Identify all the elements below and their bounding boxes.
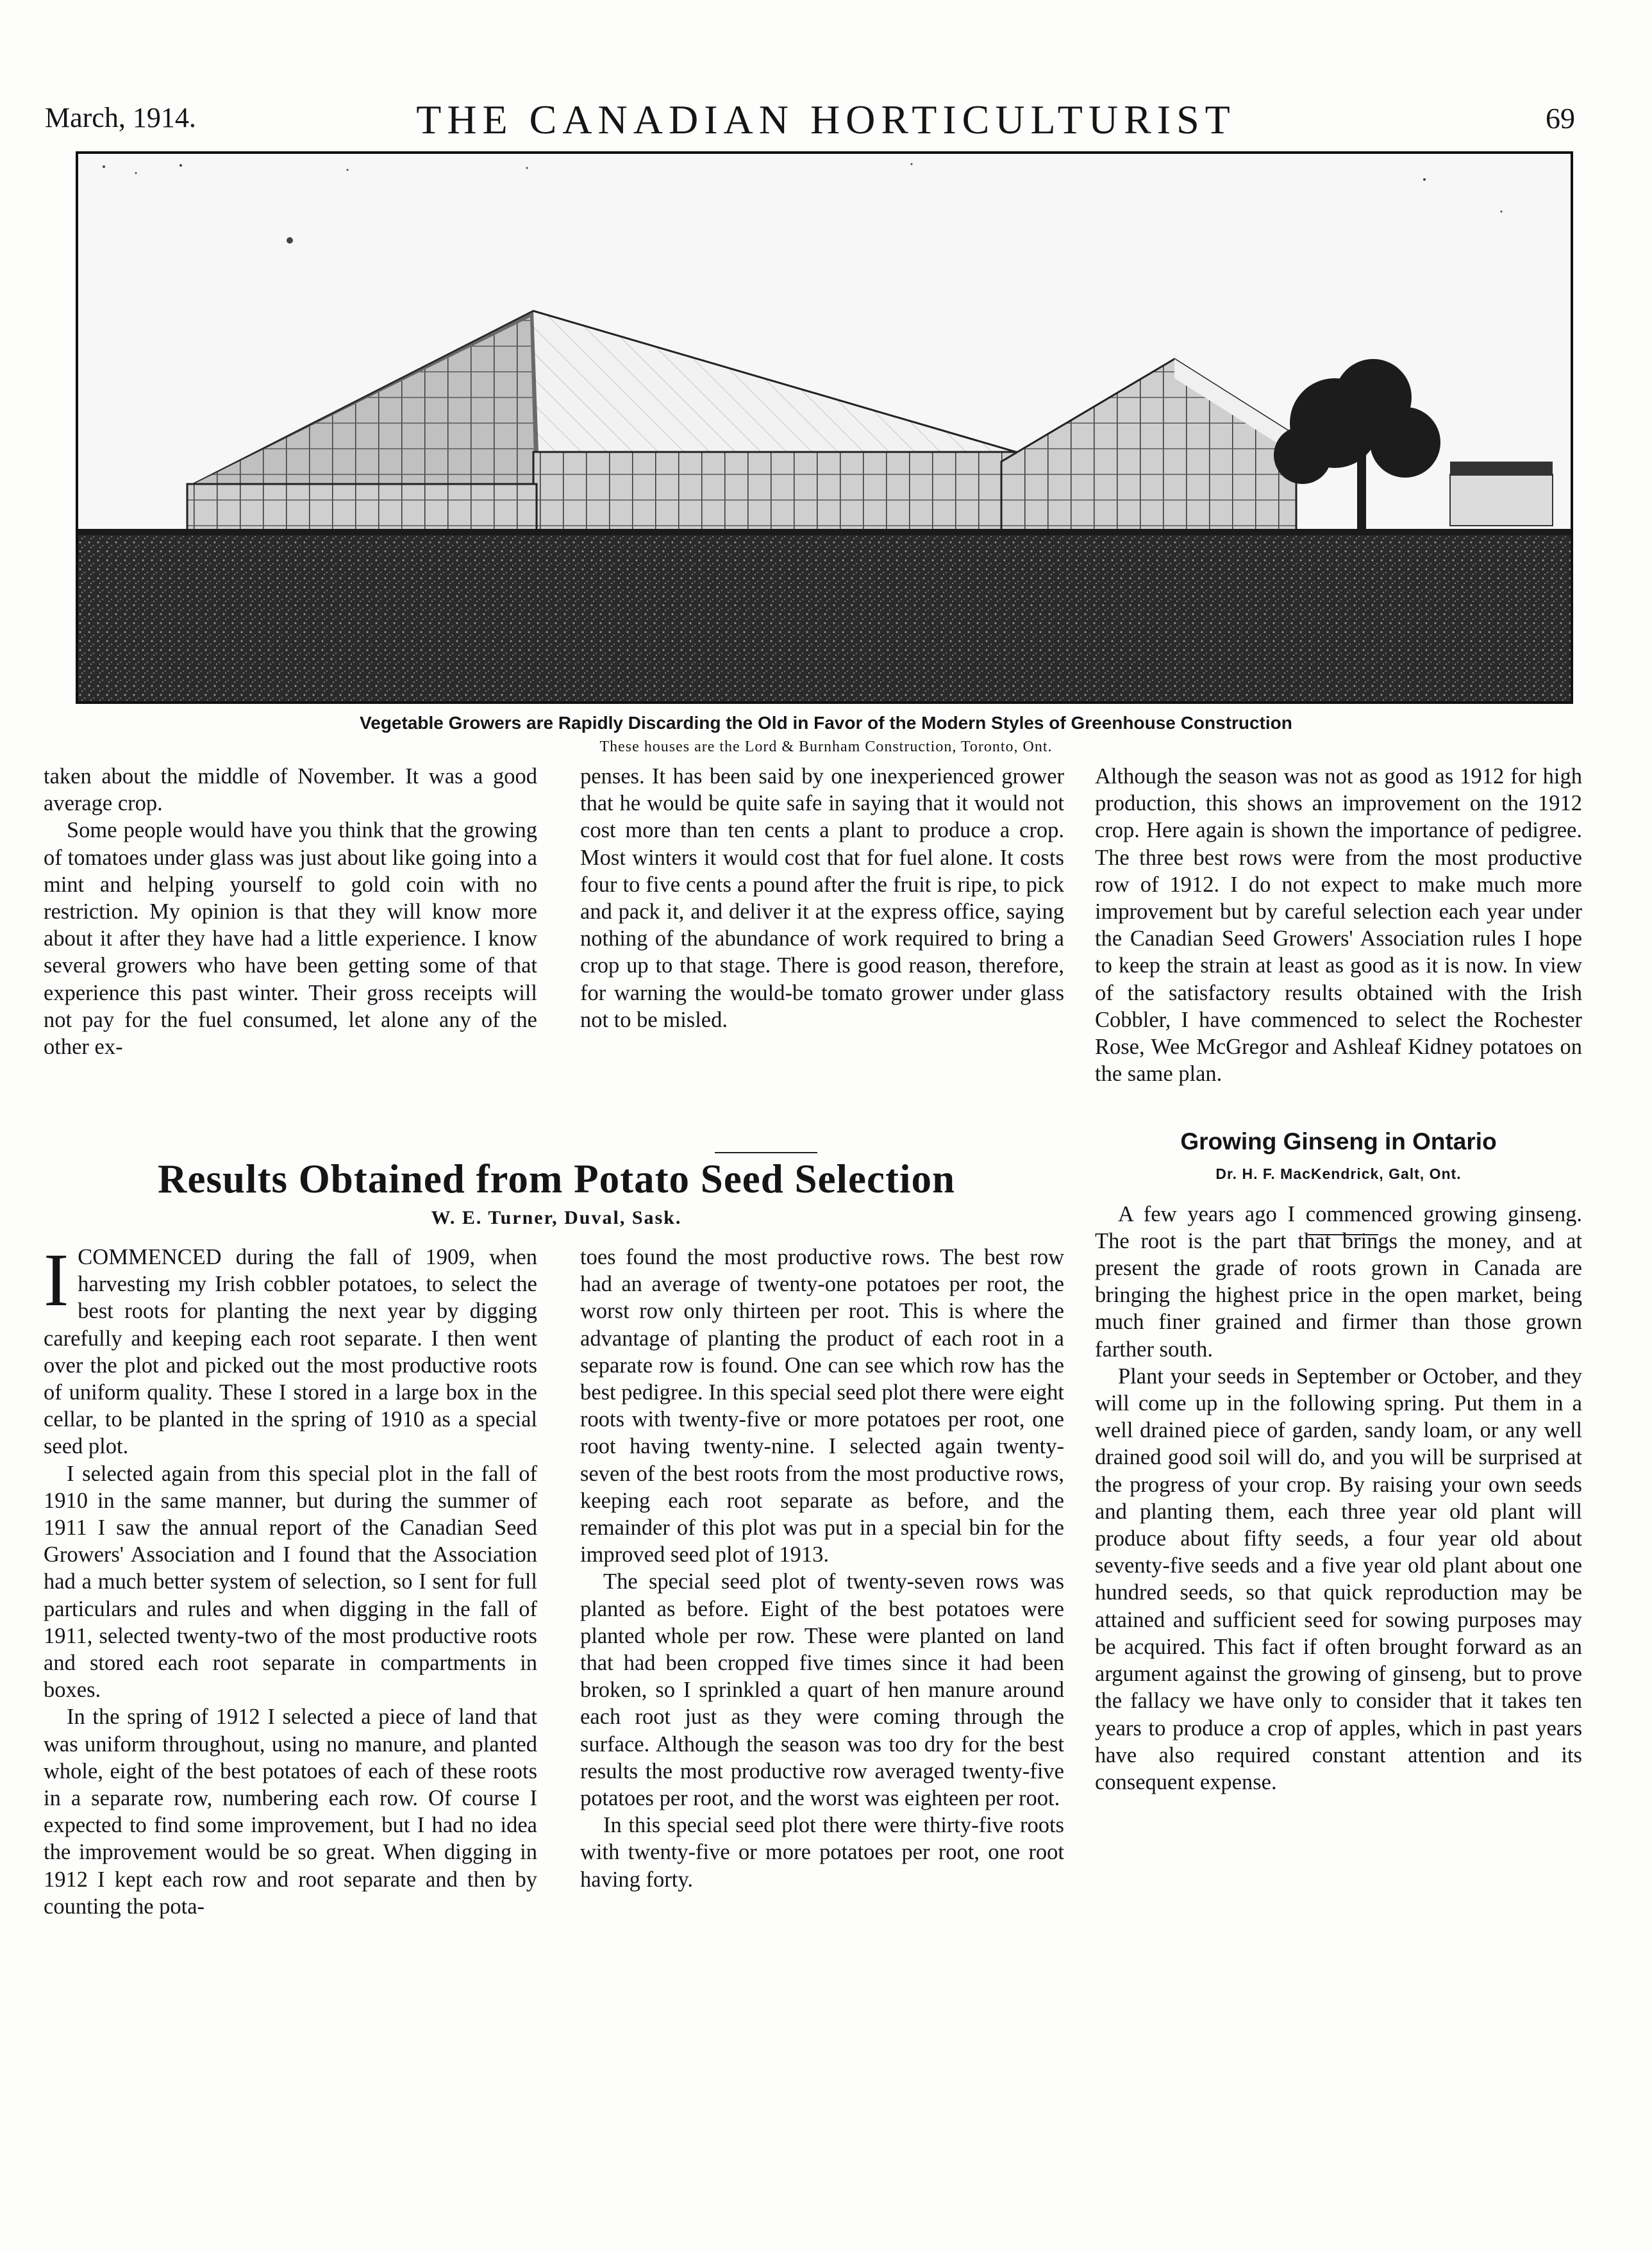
paragraph: Plant your seeds in September or October, and they will come up in the following spring. Put them in a well drained piece of garden, sandy loam, or any well drained good soil will do, and you will be surprised at the progress of your crop. By raising your own seeds and planting them, each three year old plant will produce about fifty seeds, a four year old about seventy-five seeds and a five year old plant about one hundred seeds, so that quick reproduction may be attained and sufficient seed for sowing purposes may be acquired. This fact if often brought forward as an argument against the growing of ginseng, but to prove the fallacy we have only to consider that it takes ten years to produce a crop of apples, which in past years have also required constant attention and its consequent expense. (1095, 1364, 1582, 1794)
paragraph: The special seed plot of twenty-seven rows was planted as before. Eight of the best potatoes were planted whole per row. These were planted on land that had been cropped five times since it had been broken, so I sprinkled a quart of hen manure around each root just as they were coming through the surface. Although the season was too dry for the best results the most productive row averaged twenty-five potatoes per root, and the worst was eighteen per root. (580, 1569, 1064, 1811)
paragraph: I selected again from this special plot in the fall of 1910 in the same manner, but during the summer of 1911 I saw the annual report of the Canadian Seed Growers' Association and I found that the Association had a much better system of selection, so I sent for full particulars and rules and when digging in the fall of 1911, selected twenty-two of the most productive roots and stored each root separate in compartments in boxes. (44, 1461, 537, 1703)
paragraph: toes found the most productive rows. The best row had an average of twenty-one potatoes per root, the worst row only thirteen per root. This is where the advantage of planting the product of each root in a separate row is found. One can see which row has the best pedigree. In this special seed plot there were eight roots with twenty-five or more potatoes per root, one root having twenty-nine. I selected again twenty-seven of the best roots from the most productive rows, keeping each root separate as before, and the remainder of this plot was put in a special bin for the improved seed plot of 1913. (580, 1245, 1064, 1567)
continued-text-col1 (44, 763, 537, 1060)
column-3 (1095, 763, 1582, 1796)
potato-article-col2 (580, 1244, 1064, 1893)
potato-article-byline: W. E. Turner, Duval, Sask. (431, 1207, 682, 1228)
paragraph: Although the season was not as good as 1912 for high production, this shows an improvement on the 1912 crop. Here again is shown the importance of pedigree. The three best rows were from the most productive row of 1912. I do not expect to make much more improvement but by careful selection each year under the Canadian Seed Growers' Association rules I hope to keep the strain at least as good as it is now. In view of the satisfactory results obtained with the Irish Cobbler, I have commenced to select the Rochester Rose, Wee McGregor and Ashleaf Kidney potatoes on the same plan. (1095, 764, 1582, 1087)
greenhouse-illustration (78, 154, 1571, 701)
continued-text-col2 (580, 763, 1064, 1033)
potato-article-title: Results Obtained from Potato Seed Selection (158, 1156, 955, 1201)
paragraph: A few years ago I commenced growing ginseng. The root is the part that brings the money, and at present the grade of roots grown in Canada are bringing the highest price in the open market, being much finer grained and firmer than those grown farther south. (1095, 1201, 1582, 1362)
paragraph: penses. It has been said by one inexperienced grower that he would be quite safe in saying that it would not cost more than ten cents a plant to produce a crop. Most winters it would cost that for fuel alone. It costs four to five cents a pound after the fruit is ripe, to pick and pack it, and deliver it at the express office, saying nothing of the abundance of work required to bring a crop up to that stage. There is good reason, therefore, for warning the would-be tomato grower under glass not to be misled. (580, 764, 1064, 1032)
paragraph: Some people would have you think that the growing of tomatoes under glass was just about like going into a mint and helping yourself to gold coin with no restriction. My opinion is that they will know more about it after they have had a little experience. I know several growers who have been getting some of that experience this past winter. Their gross receipts will not pay for the fuel consumed, let alone any of the other ex- (44, 818, 537, 1060)
issue-date: March, 1914. (45, 102, 196, 133)
photo-credit: These houses are the Lord & Burnham Construction, Toronto, Ont. (599, 739, 1053, 755)
paragraph: taken about the middle of November. It was a good average crop. (44, 764, 537, 816)
section-divider (1308, 1234, 1378, 1235)
ginseng-article-title: Growing Ginseng in Ontario (1180, 1128, 1497, 1155)
paragraph: In this special seed plot there were thirty-five roots with twenty-five or more potatoes per root, one root having forty. (580, 1813, 1064, 1892)
paragraph: COMMENCED during the fall of 1909, when harvesting my Irish cobbler potatoes, to select the best roots for planting the next year by digging carefully and keeping each root separate. I then went over the plot and picked out the most productive roots of uniform quality. These I stored in a large box in the cellar, to be planted in the spring of 1910 as a special seed plot. (44, 1245, 537, 1459)
photo-caption: Vegetable Growers are Rapidly Discarding the Old in Favor of the Modern Styles of Greenhouse Construction (360, 713, 1292, 733)
drop-cap: I (44, 1238, 69, 1322)
ginseng-article-byline: Dr. H. F. MacKendrick, Galt, Ont. (1215, 1165, 1462, 1183)
greenhouse-photo (76, 151, 1573, 704)
page-number: 69 (1546, 102, 1575, 135)
magazine-title: THE CANADIAN HORTICULTURIST (416, 97, 1236, 142)
paragraph: In the spring of 1912 I selected a piece of land that was uniform throughout, using no manure, and planted whole, eight of the best potatoes of each of these roots in a separate row, numbering each row. Of course I expected to find some improvement, but I had no idea the improvement would be so great. When digging in 1912 I kept each row and root separate and then by counting the pota- (44, 1705, 537, 1919)
potato-article-col1 (44, 1238, 537, 1920)
headline-divider (715, 1152, 817, 1153)
